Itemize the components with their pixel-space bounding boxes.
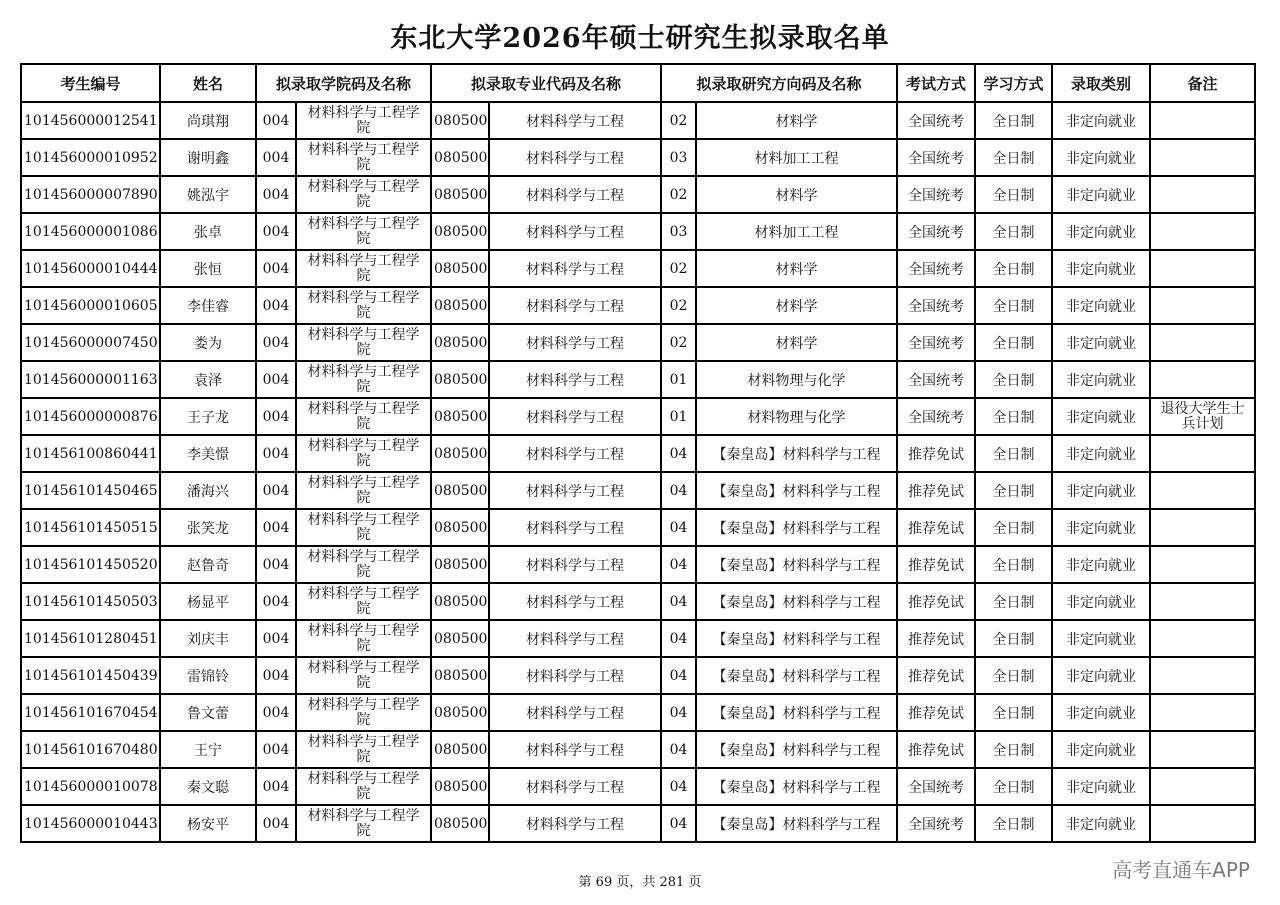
cell-college-code: 004 — [256, 731, 296, 768]
cell-exam-mode: 推荐免试 — [897, 435, 975, 472]
cell-study-mode: 全日制 — [975, 657, 1052, 694]
cell-name: 李美憬 — [160, 435, 256, 472]
cell-college-code: 004 — [256, 768, 296, 805]
cell-direction-code: 01 — [661, 398, 696, 435]
cell-name: 谢明鑫 — [160, 139, 256, 176]
table-row — [21, 509, 1255, 546]
cell-study-mode: 全日制 — [975, 435, 1052, 472]
cell-major-name: 材料科学与工程 — [489, 546, 661, 583]
cell-exam-mode: 全国统考 — [897, 102, 975, 139]
cell-college-name: 材料科学与工程学院 — [296, 472, 431, 509]
cell-exam-mode: 全国统考 — [897, 250, 975, 287]
cell-note — [1150, 509, 1255, 546]
header-exam-mode: 考试方式 — [897, 64, 975, 102]
cell-major-name: 材料科学与工程 — [489, 102, 661, 139]
table-row — [21, 546, 1255, 583]
cell-note — [1150, 805, 1255, 842]
cell-direction-name: 【秦皇岛】材料科学与工程 — [696, 731, 897, 768]
cell-direction-name: 【秦皇岛】材料科学与工程 — [696, 805, 897, 842]
cell-direction-name: 材料学 — [696, 250, 897, 287]
cell-note — [1150, 176, 1255, 213]
cell-candidate-id: 101456000010078 — [21, 768, 160, 805]
table-row — [21, 361, 1255, 398]
cell-direction-code: 04 — [661, 435, 696, 472]
cell-exam-mode: 全国统考 — [897, 139, 975, 176]
cell-exam-mode: 全国统考 — [897, 287, 975, 324]
cell-admission-category: 非定向就业 — [1052, 176, 1150, 213]
cell-direction-name: 材料学 — [696, 102, 897, 139]
cell-direction-code: 02 — [661, 324, 696, 361]
cell-major-code: 080500 — [431, 509, 489, 546]
cell-college-code: 004 — [256, 620, 296, 657]
table-row — [21, 805, 1255, 842]
cell-study-mode: 全日制 — [975, 102, 1052, 139]
cell-note — [1150, 731, 1255, 768]
cell-major-name: 材料科学与工程 — [489, 324, 661, 361]
cell-admission-category: 非定向就业 — [1052, 435, 1150, 472]
cell-name: 张卓 — [160, 213, 256, 250]
cell-college-code: 004 — [256, 398, 296, 435]
cell-exam-mode: 全国统考 — [897, 176, 975, 213]
cell-college-code: 004 — [256, 472, 296, 509]
cell-admission-category: 非定向就业 — [1052, 398, 1150, 435]
cell-study-mode: 全日制 — [975, 546, 1052, 583]
cell-admission-category: 非定向就业 — [1052, 768, 1150, 805]
cell-college-code: 004 — [256, 176, 296, 213]
cell-college-name: 材料科学与工程学院 — [296, 731, 431, 768]
cell-study-mode: 全日制 — [975, 139, 1052, 176]
cell-direction-code: 01 — [661, 361, 696, 398]
cell-college-code: 004 — [256, 139, 296, 176]
cell-major-name: 材料科学与工程 — [489, 620, 661, 657]
cell-major-code: 080500 — [431, 361, 489, 398]
cell-exam-mode: 推荐免试 — [897, 509, 975, 546]
cell-major-name: 材料科学与工程 — [489, 509, 661, 546]
table-row — [21, 398, 1255, 435]
cell-college-name: 材料科学与工程学院 — [296, 620, 431, 657]
cell-college-code: 004 — [256, 361, 296, 398]
cell-college-name: 材料科学与工程学院 — [296, 398, 431, 435]
cell-study-mode: 全日制 — [975, 287, 1052, 324]
cell-major-name: 材料科学与工程 — [489, 250, 661, 287]
table-row — [21, 287, 1255, 324]
cell-college-name: 材料科学与工程学院 — [296, 509, 431, 546]
cell-name: 杨安平 — [160, 805, 256, 842]
cell-college-code: 004 — [256, 324, 296, 361]
cell-college-name: 材料科学与工程学院 — [296, 102, 431, 139]
header-name: 姓名 — [160, 64, 256, 102]
cell-major-name: 材料科学与工程 — [489, 657, 661, 694]
cell-exam-mode: 推荐免试 — [897, 583, 975, 620]
cell-direction-name: 【秦皇岛】材料科学与工程 — [696, 435, 897, 472]
cell-college-code: 004 — [256, 250, 296, 287]
table-body — [21, 102, 1255, 842]
cell-major-name: 材料科学与工程 — [489, 731, 661, 768]
cell-major-code: 080500 — [431, 250, 489, 287]
cell-admission-category: 非定向就业 — [1052, 250, 1150, 287]
cell-college-code: 004 — [256, 102, 296, 139]
cell-study-mode: 全日制 — [975, 509, 1052, 546]
cell-note — [1150, 435, 1255, 472]
cell-note — [1150, 657, 1255, 694]
cell-college-code: 004 — [256, 694, 296, 731]
cell-name: 李佳睿 — [160, 287, 256, 324]
cell-study-mode: 全日制 — [975, 583, 1052, 620]
cell-admission-category: 非定向就业 — [1052, 731, 1150, 768]
cell-direction-name: 材料学 — [696, 324, 897, 361]
cell-direction-code: 04 — [661, 657, 696, 694]
cell-major-code: 080500 — [431, 398, 489, 435]
cell-college-code: 004 — [256, 657, 296, 694]
cell-name: 潘海兴 — [160, 472, 256, 509]
cell-candidate-id: 101456101670454 — [21, 694, 160, 731]
header-admission-category: 录取类别 — [1052, 64, 1150, 102]
cell-direction-name: 【秦皇岛】材料科学与工程 — [696, 546, 897, 583]
cell-college-code: 004 — [256, 435, 296, 472]
cell-name: 雷锦铃 — [160, 657, 256, 694]
table-row — [21, 102, 1255, 139]
cell-admission-category: 非定向就业 — [1052, 213, 1150, 250]
cell-major-name: 材料科学与工程 — [489, 805, 661, 842]
cell-candidate-id: 101456101450515 — [21, 509, 160, 546]
cell-candidate-id: 101456101450503 — [21, 583, 160, 620]
cell-admission-category: 非定向就业 — [1052, 657, 1150, 694]
cell-college-name: 材料科学与工程学院 — [296, 805, 431, 842]
watermark: 高考直通车APP — [1112, 858, 1250, 882]
cell-note — [1150, 361, 1255, 398]
cell-major-name: 材料科学与工程 — [489, 435, 661, 472]
table-row — [21, 620, 1255, 657]
page-title: 东北大学2026年硕士研究生拟录取名单 — [390, 23, 890, 54]
cell-major-code: 080500 — [431, 583, 489, 620]
header-direction: 拟录取研究方向码及名称 — [661, 64, 897, 102]
cell-college-code: 004 — [256, 213, 296, 250]
table-row — [21, 324, 1255, 361]
header-candidate-id: 考生编号 — [21, 64, 160, 102]
cell-study-mode: 全日制 — [975, 805, 1052, 842]
cell-study-mode: 全日制 — [975, 361, 1052, 398]
cell-study-mode: 全日制 — [975, 324, 1052, 361]
cell-major-name: 材料科学与工程 — [489, 139, 661, 176]
table-row — [21, 213, 1255, 250]
cell-candidate-id: 101456000007890 — [21, 176, 160, 213]
cell-candidate-id: 101456000010952 — [21, 139, 160, 176]
table-row — [21, 139, 1255, 176]
cell-direction-name: 【秦皇岛】材料科学与工程 — [696, 620, 897, 657]
cell-note — [1150, 139, 1255, 176]
cell-study-mode: 全日制 — [975, 731, 1052, 768]
cell-college-name: 材料科学与工程学院 — [296, 657, 431, 694]
cell-note — [1150, 287, 1255, 324]
cell-candidate-id: 101456000007450 — [21, 324, 160, 361]
cell-direction-name: 【秦皇岛】材料科学与工程 — [696, 768, 897, 805]
cell-study-mode: 全日制 — [975, 620, 1052, 657]
cell-college-name: 材料科学与工程学院 — [296, 546, 431, 583]
cell-candidate-id: 101456101450465 — [21, 472, 160, 509]
cell-direction-name: 【秦皇岛】材料科学与工程 — [696, 583, 897, 620]
cell-study-mode: 全日制 — [975, 176, 1052, 213]
cell-direction-name: 【秦皇岛】材料科学与工程 — [696, 657, 897, 694]
cell-direction-name: 材料加工工程 — [696, 213, 897, 250]
cell-direction-code: 02 — [661, 287, 696, 324]
cell-exam-mode: 全国统考 — [897, 398, 975, 435]
cell-name: 鲁文蕾 — [160, 694, 256, 731]
cell-direction-code: 03 — [661, 213, 696, 250]
table-row — [21, 657, 1255, 694]
cell-major-code: 080500 — [431, 287, 489, 324]
cell-direction-code: 02 — [661, 250, 696, 287]
cell-name: 王子龙 — [160, 398, 256, 435]
cell-candidate-id: 101456000012541 — [21, 102, 160, 139]
cell-note — [1150, 250, 1255, 287]
cell-college-code: 004 — [256, 509, 296, 546]
cell-admission-category: 非定向就业 — [1052, 620, 1150, 657]
cell-major-name: 材料科学与工程 — [489, 398, 661, 435]
cell-major-name: 材料科学与工程 — [489, 694, 661, 731]
cell-major-name: 材料科学与工程 — [489, 213, 661, 250]
cell-exam-mode: 全国统考 — [897, 213, 975, 250]
cell-exam-mode: 全国统考 — [897, 324, 975, 361]
cell-major-code: 080500 — [431, 768, 489, 805]
cell-candidate-id: 101456000010605 — [21, 287, 160, 324]
cell-candidate-id: 101456000000876 — [21, 398, 160, 435]
cell-direction-code: 04 — [661, 546, 696, 583]
cell-study-mode: 全日制 — [975, 694, 1052, 731]
cell-admission-category: 非定向就业 — [1052, 509, 1150, 546]
cell-study-mode: 全日制 — [975, 768, 1052, 805]
cell-exam-mode: 全国统考 — [897, 805, 975, 842]
cell-direction-code: 02 — [661, 102, 696, 139]
cell-direction-code: 03 — [661, 139, 696, 176]
cell-major-name: 材料科学与工程 — [489, 361, 661, 398]
cell-major-code: 080500 — [431, 546, 489, 583]
cell-direction-code: 04 — [661, 620, 696, 657]
cell-college-name: 材料科学与工程学院 — [296, 361, 431, 398]
table-row — [21, 435, 1255, 472]
cell-candidate-id: 101456100860441 — [21, 435, 160, 472]
cell-candidate-id: 101456000001086 — [21, 213, 160, 250]
cell-major-code: 080500 — [431, 102, 489, 139]
header-study-mode: 学习方式 — [975, 64, 1052, 102]
cell-admission-category: 非定向就业 — [1052, 472, 1150, 509]
cell-direction-code: 04 — [661, 583, 696, 620]
cell-name: 姚泓宇 — [160, 176, 256, 213]
cell-major-code: 080500 — [431, 472, 489, 509]
cell-major-code: 080500 — [431, 694, 489, 731]
cell-note — [1150, 620, 1255, 657]
table-row — [21, 583, 1255, 620]
cell-admission-category: 非定向就业 — [1052, 361, 1150, 398]
cell-note — [1150, 694, 1255, 731]
cell-candidate-id: 101456000010444 — [21, 250, 160, 287]
cell-note: 退役大学生士兵计划 — [1150, 398, 1255, 435]
cell-exam-mode: 推荐免试 — [897, 694, 975, 731]
table-row — [21, 472, 1255, 509]
cell-study-mode: 全日制 — [975, 250, 1052, 287]
cell-name: 王宁 — [160, 731, 256, 768]
cell-admission-category: 非定向就业 — [1052, 546, 1150, 583]
cell-major-code: 080500 — [431, 176, 489, 213]
table-row — [21, 176, 1255, 213]
cell-major-code: 080500 — [431, 139, 489, 176]
cell-exam-mode: 全国统考 — [897, 768, 975, 805]
cell-college-code: 004 — [256, 583, 296, 620]
cell-exam-mode: 推荐免试 — [897, 472, 975, 509]
cell-exam-mode: 全国统考 — [897, 361, 975, 398]
cell-major-name: 材料科学与工程 — [489, 768, 661, 805]
table-header-row — [21, 64, 1255, 102]
cell-major-name: 材料科学与工程 — [489, 287, 661, 324]
page-footer: 第 69 页，共 281 页 — [578, 875, 702, 890]
cell-name: 张笑龙 — [160, 509, 256, 546]
cell-admission-category: 非定向就业 — [1052, 324, 1150, 361]
header-note: 备注 — [1150, 64, 1255, 102]
cell-college-code: 004 — [256, 287, 296, 324]
cell-exam-mode: 推荐免试 — [897, 657, 975, 694]
cell-college-name: 材料科学与工程学院 — [296, 287, 431, 324]
cell-candidate-id: 101456000001163 — [21, 361, 160, 398]
cell-name: 张恒 — [160, 250, 256, 287]
cell-note — [1150, 324, 1255, 361]
cell-direction-name: 材料学 — [696, 176, 897, 213]
cell-candidate-id: 101456101280451 — [21, 620, 160, 657]
cell-exam-mode: 推荐免试 — [897, 620, 975, 657]
cell-note — [1150, 213, 1255, 250]
table-row — [21, 731, 1255, 768]
cell-major-code: 080500 — [431, 657, 489, 694]
table-row — [21, 694, 1255, 731]
cell-exam-mode: 推荐免试 — [897, 731, 975, 768]
cell-direction-name: 材料学 — [696, 287, 897, 324]
cell-direction-name: 材料物理与化学 — [696, 361, 897, 398]
table-row — [21, 768, 1255, 805]
cell-direction-name: 材料加工工程 — [696, 139, 897, 176]
cell-direction-name: 【秦皇岛】材料科学与工程 — [696, 472, 897, 509]
cell-admission-category: 非定向就业 — [1052, 287, 1150, 324]
cell-major-code: 080500 — [431, 805, 489, 842]
cell-name: 袁泽 — [160, 361, 256, 398]
admission-table — [20, 63, 1256, 843]
cell-direction-code: 04 — [661, 768, 696, 805]
cell-study-mode: 全日制 — [975, 472, 1052, 509]
cell-candidate-id: 101456000010443 — [21, 805, 160, 842]
cell-note — [1150, 768, 1255, 805]
cell-note — [1150, 583, 1255, 620]
cell-note — [1150, 472, 1255, 509]
cell-college-name: 材料科学与工程学院 — [296, 213, 431, 250]
cell-college-name: 材料科学与工程学院 — [296, 768, 431, 805]
cell-direction-code: 04 — [661, 472, 696, 509]
cell-college-name: 材料科学与工程学院 — [296, 583, 431, 620]
cell-direction-name: 【秦皇岛】材料科学与工程 — [696, 509, 897, 546]
cell-college-name: 材料科学与工程学院 — [296, 139, 431, 176]
cell-note — [1150, 546, 1255, 583]
cell-major-name: 材料科学与工程 — [489, 176, 661, 213]
cell-name: 杨显平 — [160, 583, 256, 620]
cell-direction-code: 04 — [661, 805, 696, 842]
cell-college-name: 材料科学与工程学院 — [296, 435, 431, 472]
cell-admission-category: 非定向就业 — [1052, 583, 1150, 620]
cell-direction-name: 【秦皇岛】材料科学与工程 — [696, 694, 897, 731]
cell-candidate-id: 101456101450439 — [21, 657, 160, 694]
cell-direction-code: 02 — [661, 176, 696, 213]
cell-name: 刘庆丰 — [160, 620, 256, 657]
cell-name: 秦文聪 — [160, 768, 256, 805]
cell-admission-category: 非定向就业 — [1052, 102, 1150, 139]
cell-direction-code: 04 — [661, 731, 696, 768]
cell-candidate-id: 101456101450520 — [21, 546, 160, 583]
cell-name: 尚琪翔 — [160, 102, 256, 139]
cell-college-code: 004 — [256, 805, 296, 842]
cell-college-name: 材料科学与工程学院 — [296, 176, 431, 213]
cell-study-mode: 全日制 — [975, 213, 1052, 250]
cell-direction-code: 04 — [661, 694, 696, 731]
cell-admission-category: 非定向就业 — [1052, 805, 1150, 842]
cell-name: 赵鲁奇 — [160, 546, 256, 583]
header-college: 拟录取学院码及名称 — [256, 64, 431, 102]
cell-major-code: 080500 — [431, 213, 489, 250]
cell-exam-mode: 推荐免试 — [897, 546, 975, 583]
cell-college-name: 材料科学与工程学院 — [296, 694, 431, 731]
cell-admission-category: 非定向就业 — [1052, 139, 1150, 176]
cell-note — [1150, 102, 1255, 139]
cell-college-name: 材料科学与工程学院 — [296, 324, 431, 361]
cell-major-code: 080500 — [431, 620, 489, 657]
header-major: 拟录取专业代码及名称 — [431, 64, 661, 102]
cell-major-name: 材料科学与工程 — [489, 583, 661, 620]
cell-study-mode: 全日制 — [975, 398, 1052, 435]
cell-college-name: 材料科学与工程学院 — [296, 250, 431, 287]
cell-direction-name: 材料物理与化学 — [696, 398, 897, 435]
cell-direction-code: 04 — [661, 509, 696, 546]
cell-candidate-id: 101456101670480 — [21, 731, 160, 768]
cell-major-code: 080500 — [431, 731, 489, 768]
cell-major-name: 材料科学与工程 — [489, 472, 661, 509]
cell-major-code: 080500 — [431, 435, 489, 472]
cell-admission-category: 非定向就业 — [1052, 694, 1150, 731]
cell-college-code: 004 — [256, 546, 296, 583]
table-row — [21, 250, 1255, 287]
cell-major-code: 080500 — [431, 324, 489, 361]
cell-name: 娄为 — [160, 324, 256, 361]
